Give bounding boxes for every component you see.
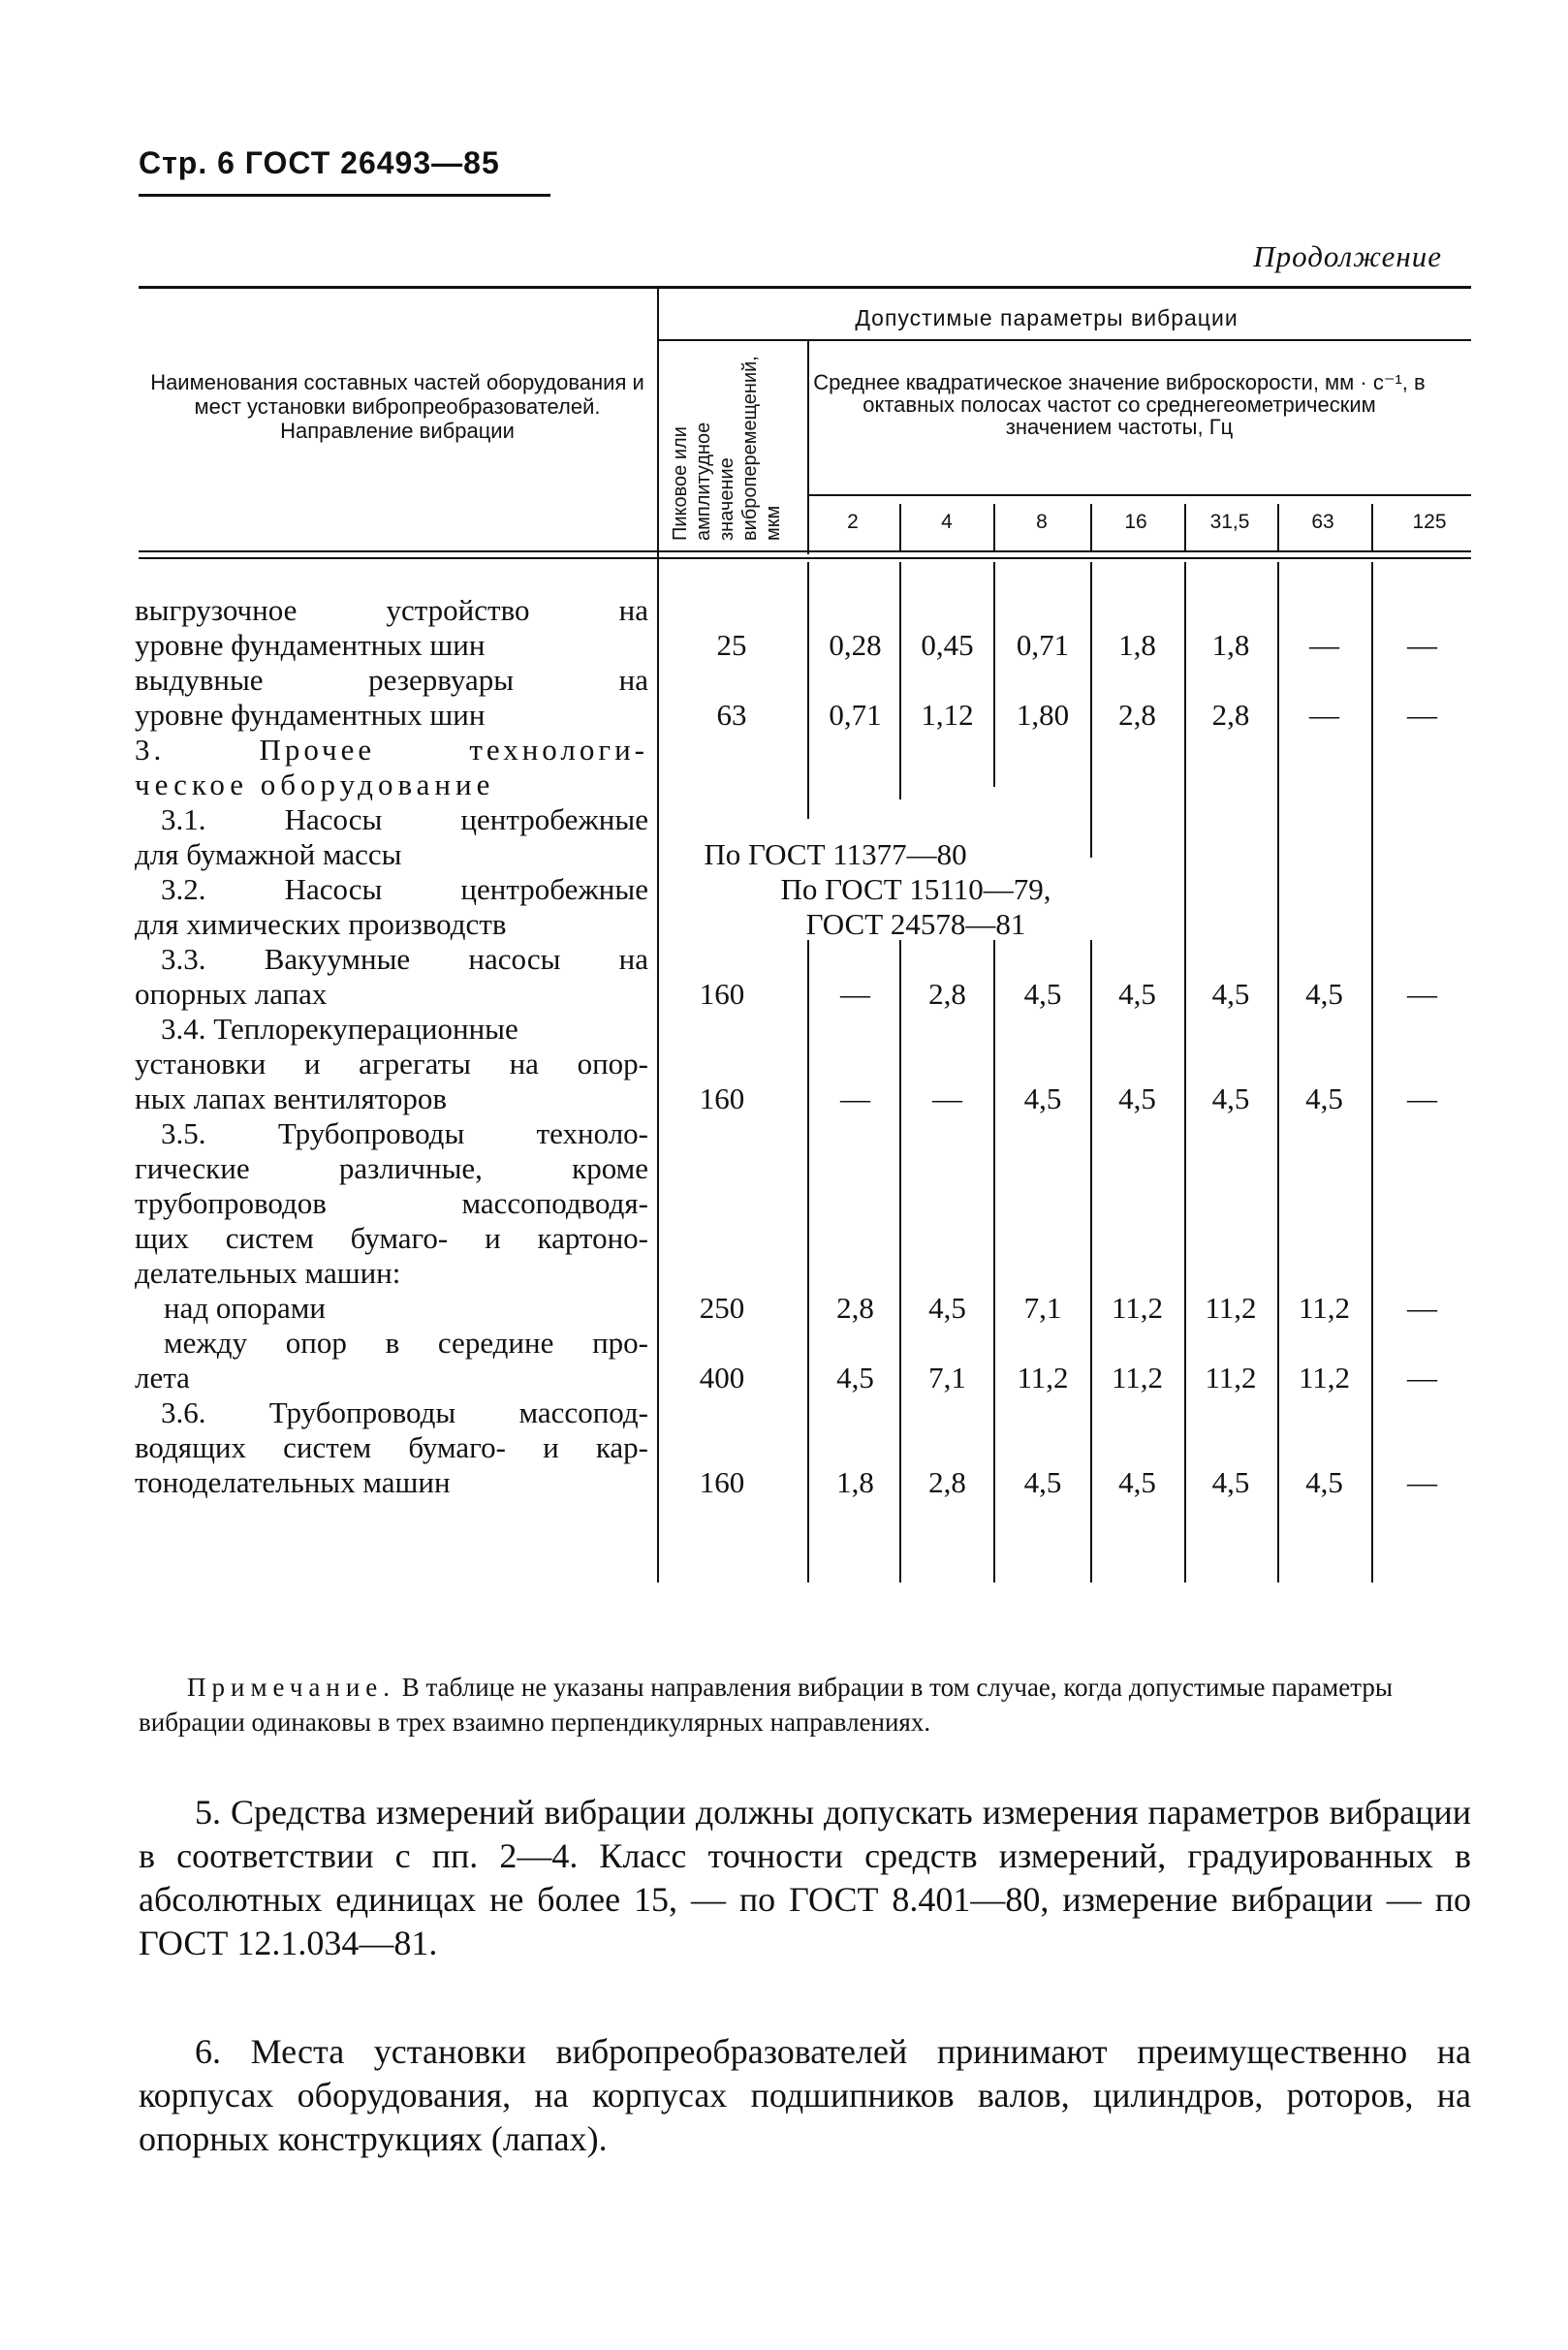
row-name-line: водящих систем бумаго- и кар- (135, 1430, 648, 1464)
cell-value: — (932, 1081, 962, 1115)
cell-value: 2,8 (1211, 698, 1250, 732)
cell-value: 11,2 (1017, 1361, 1069, 1394)
row-name-line: выдувные резервуары на (135, 663, 648, 697)
row-name-line: для бумажной массы (135, 837, 402, 871)
header-rule (139, 194, 550, 197)
cell-value: 7,1 (928, 1361, 966, 1394)
row-name-line: для химических производств (135, 907, 507, 941)
cell-value: 11,2 (1111, 1361, 1164, 1394)
note-text: В таблице не указаны направления вибрации в том случае, когда допустимые параметры вибрации одинаковы в трех взаимно перпендикулярных направлениях. (139, 1673, 1393, 1737)
row-name-line: уровне фундаментных шин (135, 698, 486, 732)
cell-value: 4,5 (1023, 977, 1062, 1011)
cell-value: 0,71 (829, 698, 882, 732)
table-top-rule (139, 286, 1471, 289)
note-lead: Примечание. (187, 1673, 396, 1702)
cell-peak: 25 (716, 628, 747, 662)
cell-value: 11,2 (1298, 1361, 1351, 1394)
col-divider-4 (993, 504, 995, 552)
cell-value: 4,5 (1023, 1465, 1062, 1499)
allowed-under-rule (659, 339, 1471, 341)
cell-value: — (1407, 977, 1437, 1011)
freq-2: 2 (847, 511, 859, 533)
freq-125: 125 (1412, 511, 1447, 533)
col-divider-2 (899, 504, 901, 552)
row-name-line: над опорами (164, 1291, 326, 1325)
paragraph-6: 6. Места установки вибропреобразователей принимают преимущественно на корпусах оборудования, на корпусах подшипников валов, цилиндров, роторов, на опорных конструкциях (лапах). (139, 2032, 1471, 2158)
row-name-line: трубопроводов массоподводя- (135, 1186, 648, 1220)
cell-value: — (1407, 1291, 1437, 1325)
cell-value: 4,5 (1211, 977, 1250, 1011)
cell-value: 2,8 (836, 1291, 874, 1325)
cell-peak: 63 (716, 698, 747, 732)
row-name-line: ных лапах вентиляторов (135, 1081, 448, 1115)
cell-value: 1,8 (1211, 628, 1250, 662)
cell-value: 1,8 (836, 1465, 874, 1499)
table-note (139, 1670, 1471, 1739)
col-divider-63 (1371, 504, 1373, 552)
cell-value: 4,5 (928, 1291, 966, 1325)
standard-reference: По ГОСТ 11377—80 (704, 837, 967, 871)
cell-value: — (1407, 1081, 1437, 1115)
cell-value: — (1309, 698, 1339, 732)
page-header: Стр. 6 ГОСТ 26493—85 (139, 145, 500, 180)
row-name-line: 3.3. Вакуумные насосы на (161, 942, 648, 976)
head-bottom-rule-2 (139, 557, 1471, 559)
cell-value: — (1407, 698, 1437, 732)
cell-value: 4,5 (1118, 977, 1156, 1011)
row-name-line: 3.6. Трубопроводы массопод- (161, 1395, 648, 1429)
cell-value: 1,12 (921, 698, 974, 732)
cell-peak: 160 (699, 977, 745, 1011)
cell-value: 4,5 (1305, 1081, 1343, 1115)
continuation-label: Продолжение (1253, 239, 1442, 273)
row-name-line: выгрузочное устройство на (135, 593, 648, 627)
section-heading-line: ческое оборудование (135, 768, 495, 801)
cell-peak: 160 (699, 1465, 745, 1499)
row-name-line: гические различные, кроме (135, 1151, 648, 1185)
row-name-line: тоноделательных машин (135, 1465, 451, 1499)
row-name-line: 3.2. Насосы центробежные (161, 872, 648, 906)
cell-value: 11,2 (1205, 1291, 1257, 1325)
row-name-line: 3.4. Теплорекуперационные (161, 1012, 518, 1046)
col-divider-peak-body (807, 562, 809, 819)
cell-value: 4,5 (1211, 1081, 1250, 1115)
cell-value: 11,2 (1298, 1291, 1351, 1325)
cell-value: 4,5 (1023, 1081, 1062, 1115)
head-peak-displacement: Пиковое или амплитудное значение виброперемещений, мкм (670, 356, 784, 541)
cell-value: 2,8 (928, 977, 966, 1011)
col-divider-2-body (899, 562, 901, 799)
cell-value: 4,5 (1118, 1465, 1156, 1499)
row-name-line: уровне фундаментных шин (135, 628, 486, 662)
cell-value: 0,28 (829, 628, 882, 662)
paragraph-5: 5. Средства измерений вибрации должны допускать измерения параметров вибрации в соответствии с пп. 2—4. Класс точности средств измерений, градуированных в абсолютных единицах не более 15, — по ГОСТ 8.401—80, измерение вибрации — по ГОСТ 12.1.034—81. (139, 1793, 1471, 1962)
head-bottom-rule (139, 550, 1471, 552)
row-name-line: делательных машин: (135, 1256, 401, 1290)
head-rms-velocity: Среднее квадратическое значение виброскорости, мм · с⁻¹, в октавных полосах частот со среднегеометрическим значением частоты, Гц (813, 370, 1426, 439)
row-name-line: щих систем бумаго- и картоно- (135, 1221, 648, 1255)
cell-value: 0,45 (921, 628, 974, 662)
freq-16: 16 (1124, 511, 1147, 533)
cell-value: 4,5 (1305, 1465, 1343, 1499)
freq-31-5: 31,5 (1209, 511, 1250, 533)
head-allowed-params: Допустимые параметры вибрации (855, 305, 1239, 330)
cell-value: 0,71 (1016, 628, 1070, 662)
cell-peak: 400 (699, 1361, 745, 1394)
cell-value: 4,5 (1118, 1081, 1156, 1115)
cell-value: 4,5 (836, 1361, 874, 1394)
cell-value: — (840, 1081, 870, 1115)
cell-peak: 250 (699, 1291, 745, 1325)
row-name-line: 3.5. Трубопроводы техноло- (161, 1116, 648, 1150)
cell-peak: 160 (699, 1081, 745, 1115)
cell-value: — (1407, 1465, 1437, 1499)
cell-value: 4,5 (1305, 977, 1343, 1011)
cell-value: 2,8 (1118, 698, 1156, 732)
section-heading-line: 3. Прочее технологи- (135, 733, 648, 767)
cell-value: — (1407, 1361, 1437, 1394)
cell-value: — (840, 977, 870, 1011)
freq-8: 8 (1036, 511, 1048, 533)
freq-4: 4 (941, 511, 953, 533)
row-name-line: установки и агрегаты на опор- (135, 1047, 648, 1081)
cell-value: 11,2 (1111, 1291, 1164, 1325)
cell-value: 2,8 (928, 1465, 966, 1499)
row-name-line: опорных лапах (135, 977, 328, 1011)
row-name-line: между опор в середине про- (164, 1326, 648, 1360)
standard-reference: По ГОСТ 15110—79, (780, 872, 1051, 906)
rms-under-rule (809, 494, 1471, 496)
cell-value: — (1309, 628, 1339, 662)
cell-value: 1,8 (1118, 628, 1156, 662)
cell-value: 1,80 (1016, 698, 1070, 732)
row-name-line: 3.1. Насосы центробежные (161, 802, 648, 836)
cell-value: — (1407, 628, 1437, 662)
col-divider-4-body (993, 562, 995, 787)
row-name-line: лета (135, 1361, 190, 1394)
cell-value: 4,5 (1211, 1465, 1250, 1499)
cell-value: 11,2 (1205, 1361, 1257, 1394)
cell-value: 7,1 (1023, 1291, 1062, 1325)
freq-63: 63 (1311, 511, 1334, 533)
head-part-names: Наименования составных частей оборудования и мест установки вибропреобразователей. Направление вибрации (150, 370, 644, 443)
standard-reference: ГОСТ 24578—81 (805, 907, 1026, 941)
